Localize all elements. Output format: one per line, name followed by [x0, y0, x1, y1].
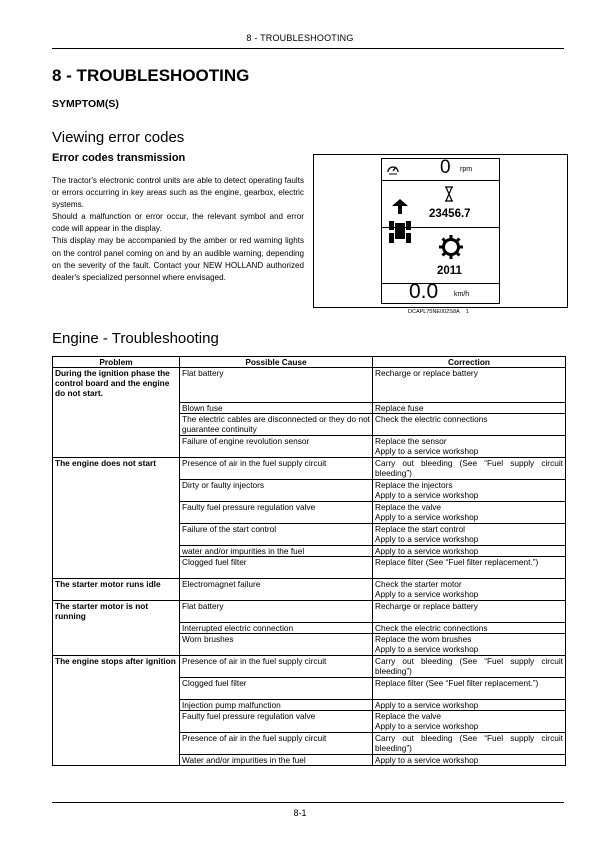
figure-caption-code: DCAPL75NE002S8A — [408, 309, 460, 315]
cause-cell: Interrupted electric connection — [180, 623, 373, 634]
correction-cell: Check the starter motor Apply to a service workshop — [373, 579, 566, 601]
column-header-cause: Possible Cause — [180, 357, 373, 368]
rpm-value: 0 — [440, 157, 451, 178]
section-title-error-codes: Viewing error codes — [52, 129, 185, 146]
correction-cell: Apply to a service workshop — [373, 700, 566, 711]
hourglass-icon — [444, 186, 454, 202]
footer-rule — [52, 802, 564, 803]
subsection-title: Error codes transmission — [52, 152, 186, 164]
correction-cell: Apply to a service workshop — [373, 755, 566, 766]
table-row — [53, 601, 566, 623]
cause-cell: water and/or impurities in the fuel — [180, 546, 373, 557]
table-row — [53, 458, 566, 480]
cause-cell: Presence of air in the fuel supply circuit — [180, 458, 373, 480]
correction-cell: Replace the injectors Apply to a service workshop — [373, 480, 566, 502]
cause-cell: Clogged fuel filter — [180, 678, 373, 700]
cause-cell: Failure of the start control — [180, 524, 373, 546]
correction-cell: Carry out bleeding (See “Fuel supply circuit bleeding”) — [373, 656, 566, 678]
cause-cell: The electric cables are disconnected or they do not guarantee continuity — [180, 414, 373, 436]
cause-cell: Injection pump malfunction — [180, 700, 373, 711]
column-header-problem: Problem — [53, 357, 180, 368]
cause-cell: Presence of air in the fuel supply circuit — [180, 656, 373, 678]
correction-cell: Check the electric connections — [373, 414, 566, 436]
rpm-gauge-icon — [386, 162, 400, 176]
running-header: 8 - TROUBLESHOOTING — [246, 33, 354, 43]
paragraph-2: Should a malfunction or error occur, the relevant symbol and error code will appear in the display. — [52, 212, 304, 234]
speed-value: 0.0 — [409, 280, 439, 303]
display-panel-figure — [313, 154, 568, 308]
table-header-row — [53, 357, 566, 368]
problem-cell: The engine stops after ignition — [53, 656, 180, 766]
cause-cell: Failure of engine revolution sensor — [180, 436, 373, 458]
tractor-icon — [389, 197, 411, 215]
paragraph-1: The tractor's electronic control units are able to detect operating faults or errors occurring in key areas such as the engine, gearbox, electric systems. — [52, 176, 304, 210]
speed-row — [382, 280, 499, 303]
problem-cell: The engine does not start — [53, 458, 180, 579]
hour-meter-value: 23456.7 — [429, 208, 471, 220]
correction-cell: Replace filter (See “Fuel filter replacement.”) — [373, 557, 566, 579]
rpm-row — [382, 159, 499, 181]
gear-error-icon — [438, 234, 464, 260]
correction-cell: Replace filter (See “Fuel filter replacement.”) — [373, 678, 566, 700]
cause-cell: Water and/or impurities in the fuel — [180, 755, 373, 766]
correction-cell: Replace the worn brushes Apply to a service workshop — [373, 634, 566, 656]
cause-cell: Electromagnet failure — [180, 579, 373, 601]
page-number: 8-1 — [293, 808, 307, 818]
cause-cell: Flat battery — [180, 601, 373, 623]
paragraph-3: This display may be accompanied by the amber or red warning lights on the control panel coming on and by an audible warning, depending on the severity of the fault. Contact your NEW HOLLAND authorized dealer's specialized personnel where envisaged. — [52, 236, 304, 282]
error-code-value: 2011 — [437, 265, 462, 277]
table-row — [53, 656, 566, 678]
correction-cell: Replace the sensor Apply to a service workshop — [373, 436, 566, 458]
column-header-correction: Correction — [373, 357, 566, 368]
cause-cell: Clogged fuel filter — [180, 557, 373, 579]
header-rule — [52, 48, 564, 49]
symptom-heading: SYMPTOM(S) — [52, 98, 119, 110]
problem-cell: The starter motor runs idle — [53, 579, 180, 601]
correction-cell: Apply to a service workshop — [373, 546, 566, 557]
correction-cell: Replace fuse — [373, 403, 566, 414]
table-row — [53, 579, 566, 601]
correction-cell: Recharge or replace battery — [373, 601, 566, 623]
correction-cell: Replace the valve Apply to a service workshop — [373, 502, 566, 524]
cause-cell: Blown fuse — [180, 403, 373, 414]
correction-cell: Check the electric connections — [373, 623, 566, 634]
cause-cell: Faulty fuel pressure regulation valve — [180, 711, 373, 733]
correction-cell: Carry out bleeding (See “Fuel supply circuit bleeding”) — [373, 733, 566, 755]
table-row — [53, 368, 566, 403]
section-title-engine: Engine - Troubleshooting — [52, 330, 219, 347]
correction-cell: Replace the start control Apply to a service workshop — [373, 524, 566, 546]
problem-cell: During the ignition phase the control board and the engine do not start. — [53, 368, 180, 458]
cause-cell: Flat battery — [180, 368, 373, 403]
figure-caption — [408, 309, 469, 315]
problem-cell: The starter motor is not running — [53, 601, 180, 656]
correction-cell: Replace the valve Apply to a service workshop — [373, 711, 566, 733]
figure-caption-number: 1 — [465, 309, 469, 315]
correction-cell: Recharge or replace battery — [373, 368, 566, 403]
cause-cell: Worn brushes — [180, 634, 373, 656]
instrument-display — [381, 158, 500, 304]
cause-cell: Presence of air in the fuel supply circuit — [180, 733, 373, 755]
correction-cell: Carry out bleeding (See “Fuel supply circuit bleeding”) — [373, 458, 566, 480]
wheel-slip-icon — [388, 219, 412, 245]
speed-unit: km/h — [454, 291, 470, 298]
cause-cell: Dirty or faulty injectors — [180, 480, 373, 502]
intro-paragraph — [52, 175, 304, 284]
cause-cell: Faulty fuel pressure regulation valve — [180, 502, 373, 524]
troubleshooting-table — [52, 356, 566, 766]
chapter-title: 8 - TROUBLESHOOTING — [52, 66, 250, 85]
rpm-unit: rpm — [460, 166, 473, 173]
